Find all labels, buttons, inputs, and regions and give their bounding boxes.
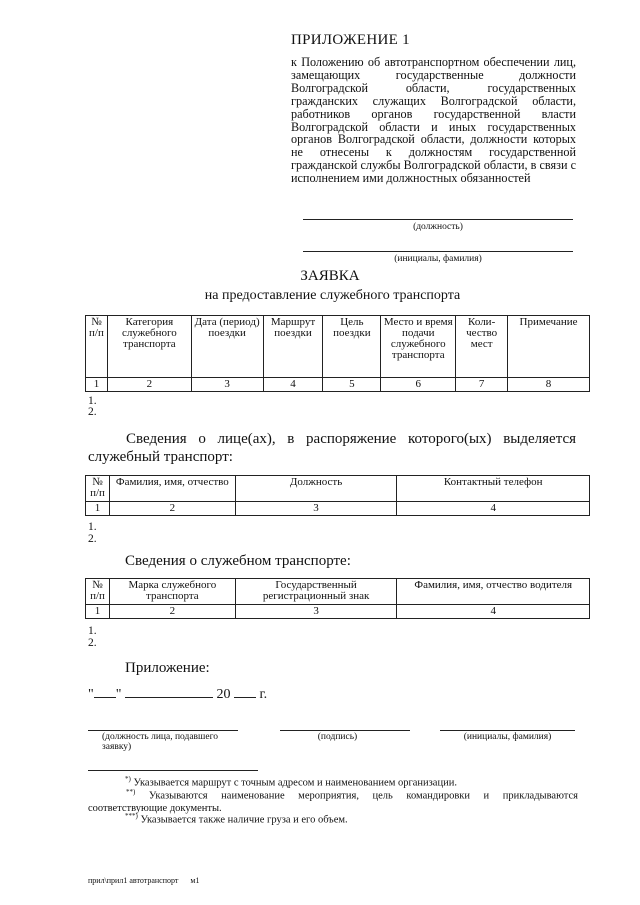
col-purpose: Цель поездки: [323, 316, 381, 378]
signature-line: [280, 730, 410, 731]
footnote-divider: [88, 770, 258, 771]
request-subtitle: на предоставление служебного транспорта: [204, 288, 461, 303]
year-prefix: 20: [216, 687, 231, 702]
col-number: № п/п: [86, 579, 110, 605]
col-position: Должность: [235, 476, 397, 502]
signature-caption: (подпись): [317, 732, 358, 742]
col-phone: Контактный телефон: [397, 476, 590, 502]
table-cell: 1: [86, 502, 110, 516]
col-place-time: Место и время подачи служебного транспорта: [381, 316, 456, 378]
col-vehicle-brand: Марка служебного транспорта: [109, 579, 235, 605]
list-item: 1.: [88, 395, 97, 407]
table-cell: 7: [456, 378, 508, 392]
signature-position-caption: (должность лица, подавшего заявку): [102, 732, 218, 752]
footnote-mark: ***): [125, 812, 138, 820]
year-suffix: г.: [259, 687, 268, 702]
position-caption: (должность): [413, 222, 463, 232]
file-path: прил\прил1 автотранспорт м1: [88, 876, 200, 885]
quote-close: ": [115, 687, 122, 702]
vehicle-table: [85, 578, 590, 619]
list-item: 1.: [88, 521, 97, 533]
col-route: Маршрут поездки: [263, 316, 323, 378]
col-driver: Фамилия, имя, отчество водителя: [397, 579, 590, 605]
appendix-text: к Положению об автотранспортном обеспечении лиц, замещающих государственные должности Волгоградской области, государственных гражданских служащих Волгоградской области, работников органов государственной власти Волгоградской области и иных государственных органов Волгоградской области, должности которых не отнесены к должностям государственной гражданской службы Волгоградской области, в связи с исполнением ими должностных обязанностей: [291, 55, 576, 186]
col-number: № п/п: [86, 476, 110, 502]
table-cell: 5: [323, 378, 381, 392]
footnote-mark: **): [126, 788, 136, 796]
table-cell: 1: [86, 605, 110, 619]
signature-name-line: [440, 730, 575, 731]
position-line: [303, 219, 573, 220]
col-full-name: Фамилия, имя, отчество: [109, 476, 235, 502]
table3-number-row: [86, 605, 590, 619]
table-cell: 4: [397, 502, 590, 516]
col-date: Дата (период) поездки: [191, 316, 263, 378]
year-blank: [234, 697, 256, 698]
table3-header-row: [86, 579, 590, 605]
table-cell: 3: [191, 378, 263, 392]
list-item: 2.: [88, 637, 97, 649]
request-title: ЗАЯВКА: [300, 268, 360, 284]
table-cell: 2: [109, 502, 235, 516]
table-cell: 1: [86, 378, 108, 392]
attachment-label: Приложение:: [125, 660, 210, 676]
table-cell: 6: [381, 378, 456, 392]
name-line: [303, 251, 573, 252]
table-cell: 4: [263, 378, 323, 392]
table-cell: 3: [235, 502, 397, 516]
table1-header-row: [86, 316, 590, 378]
transport-request-table: [85, 315, 590, 392]
list-item: 2.: [88, 406, 97, 418]
table-cell: 4: [397, 605, 590, 619]
name-caption: (инициалы, фамилия): [394, 254, 482, 264]
footnote-mark: *): [125, 775, 131, 783]
footnote-text: Указывается маршрут с точным адресом и наименованием организации.: [133, 777, 457, 789]
section-persons-title: Сведения о лице(ах), в распоряжение которого(ых) выделяется служебный транспорт:: [88, 431, 576, 465]
col-seats: Коли-чество мест: [456, 316, 508, 378]
table-cell: 8: [508, 378, 590, 392]
col-category: Категория служебного транспорта: [107, 316, 191, 378]
table2-number-row: [86, 502, 590, 516]
table1-number-row: [86, 378, 590, 392]
list-item: 1.: [88, 625, 97, 637]
table2-header-row: [86, 476, 590, 502]
section-vehicle-title: Сведения о служебном транспорте:: [125, 553, 351, 569]
table-cell: 3: [235, 605, 397, 619]
col-plate: Государственный регистрационный знак: [235, 579, 397, 605]
table-cell: 2: [107, 378, 191, 392]
appendix-title: ПРИЛОЖЕНИЕ 1: [291, 32, 410, 48]
quote-open: ": [88, 687, 94, 702]
footnote-text: Указывается также наличие груза и его объем.: [140, 814, 348, 826]
footnote-3: [125, 810, 580, 827]
date-line: [88, 687, 267, 703]
table-cell: 2: [109, 605, 235, 619]
signature-name-caption: (инициалы, фамилия): [463, 732, 552, 742]
persons-table: [85, 475, 590, 516]
day-blank: [94, 697, 116, 698]
col-number: № п/п: [86, 316, 108, 378]
col-note: Примечание: [508, 316, 590, 378]
list-item: 2.: [88, 533, 97, 545]
signature-position-line: [88, 730, 238, 731]
footnote-text: Указываются наименование мероприятия, цель командировки и прикладываются соответствующие документы.: [88, 790, 579, 814]
month-blank: [125, 697, 213, 698]
